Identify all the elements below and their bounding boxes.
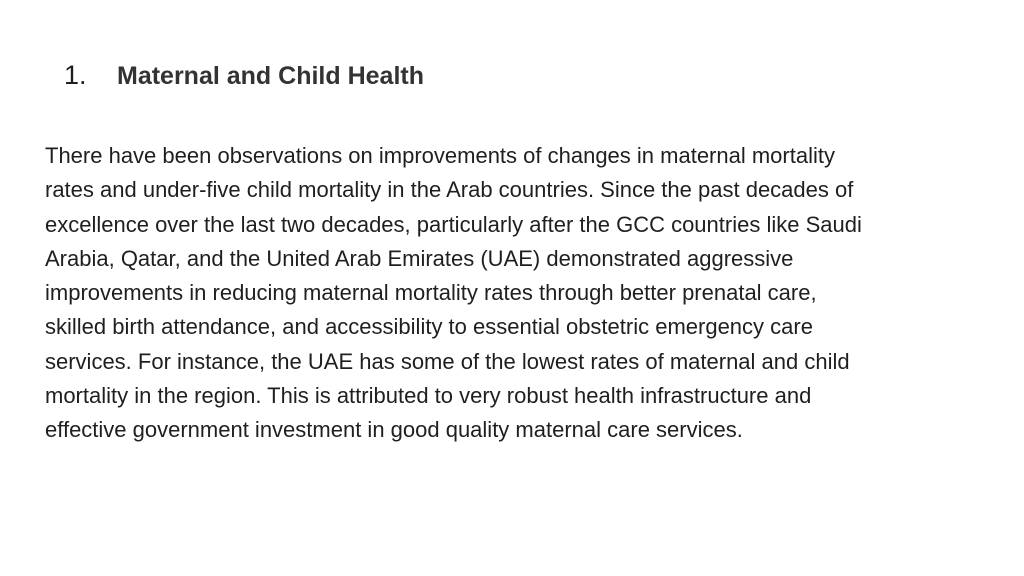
paragraph-line: rates and under-five child mortality in the Arab countries. Since the past decades of: [45, 177, 854, 203]
body-paragraph: [45, 139, 985, 448]
paragraph-line: effective government investment in good quality maternal care services.: [45, 417, 743, 443]
paragraph-line: services. For instance, the UAE has some of the lowest rates of maternal and child: [45, 348, 850, 374]
paragraph-line: mortality in the region. This is attributed to very robust health infrastructure and: [45, 383, 812, 409]
paragraph-line: There have been observations on improvements of changes in maternal mortality: [45, 143, 835, 168]
paragraph-line: excellence over the last two decades, particularly after the GCC countries like Saudi: [45, 211, 862, 237]
paragraph-line: improvements in reducing maternal mortality rates through better prenatal care,: [45, 280, 817, 306]
paragraph-line: skilled birth attendance, and accessibility to essential obstetric emergency care: [45, 314, 813, 340]
paragraph-line: Arabia, Qatar, and the United Arab Emirates (UAE) demonstrated aggressive: [45, 245, 794, 271]
section-heading: [64, 60, 424, 91]
section-number: 1.: [64, 60, 87, 90]
section-title: Maternal and Child Health: [117, 62, 424, 90]
